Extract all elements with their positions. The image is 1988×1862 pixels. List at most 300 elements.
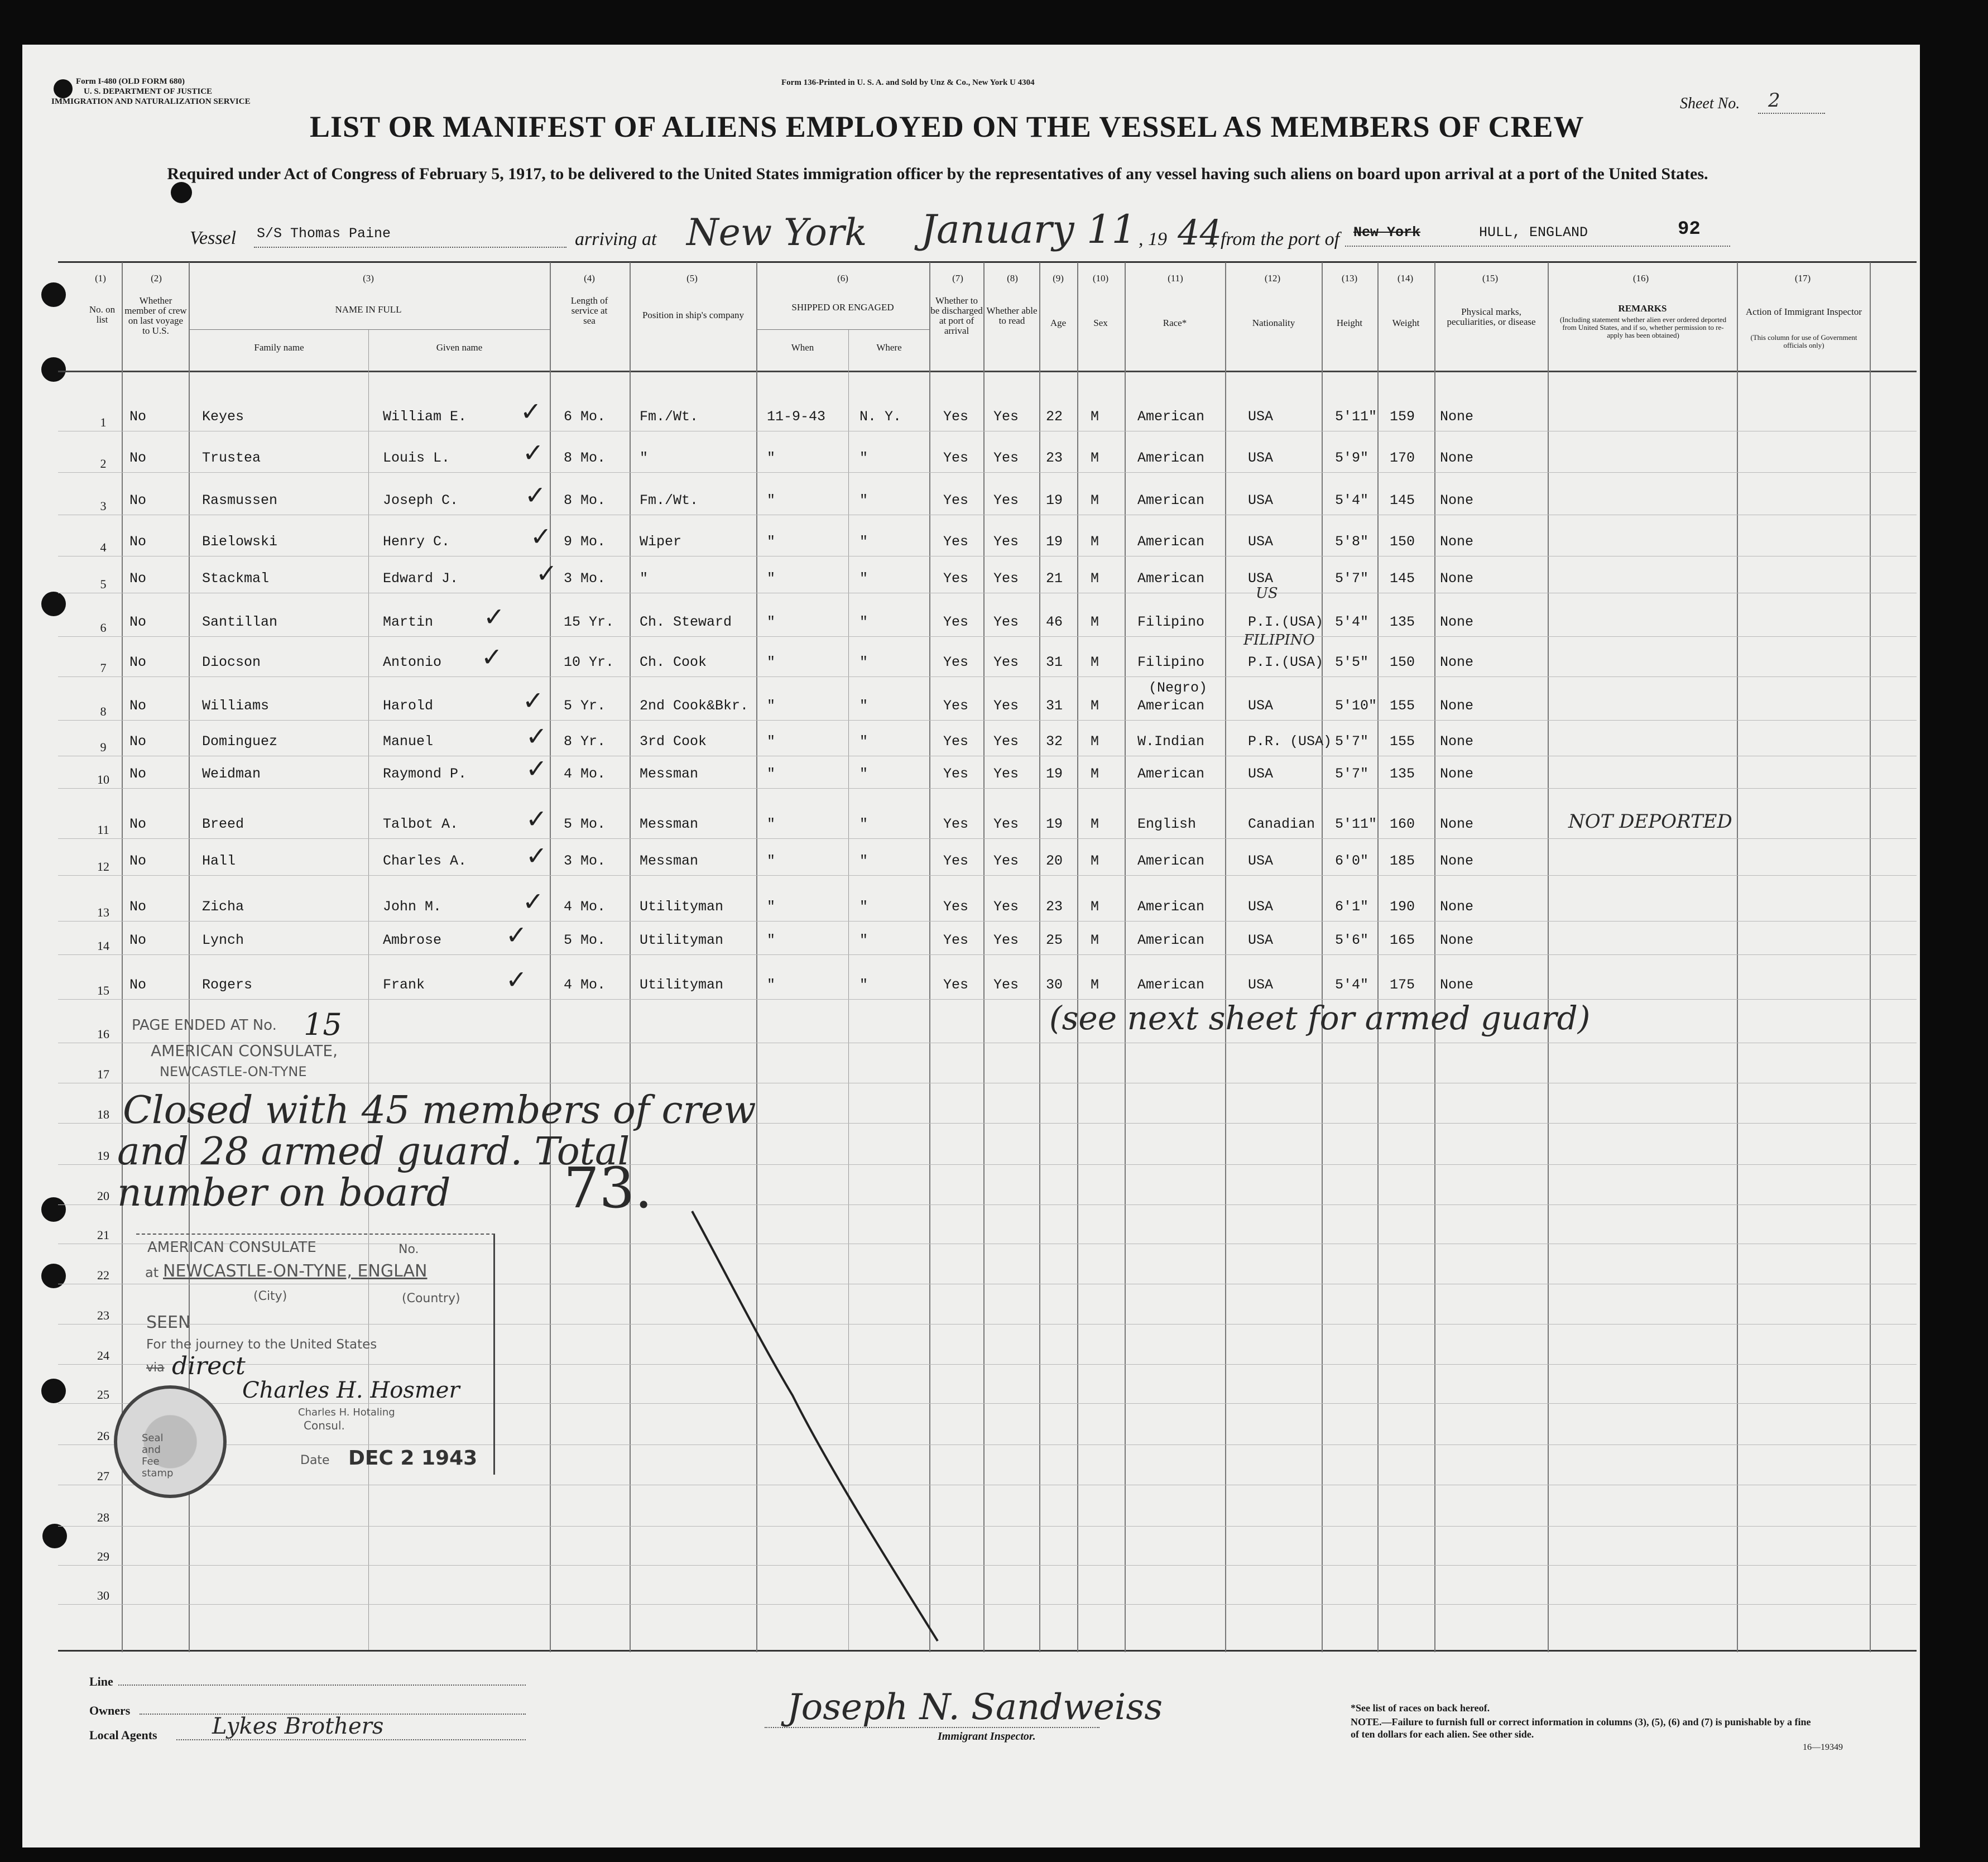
punch-hole-3 (41, 592, 66, 616)
cell-read: Yes (993, 534, 1019, 550)
col-line-17 (1870, 262, 1871, 1652)
cell-when: 11-9-43 (767, 409, 826, 425)
col-14-label: Weight (1392, 318, 1420, 328)
cell-weight: 165 (1390, 932, 1415, 948)
cell-height: 5'5" (1335, 654, 1369, 670)
cell-weight: 160 (1390, 816, 1415, 832)
cell-age: 23 (1046, 899, 1063, 915)
col-10-label: Sex (1093, 318, 1108, 328)
cell-when: " (767, 816, 776, 832)
row6-nationality-note: US (1256, 585, 1278, 602)
cell-weight: 135 (1390, 614, 1415, 630)
cell-where: " (859, 698, 868, 714)
cell-weight: 145 (1390, 492, 1415, 508)
cell-weight: 155 (1390, 733, 1415, 750)
cell-where: " (859, 654, 868, 670)
page-ended-consulate: AMERICAN CONSULATE, (151, 1042, 338, 1060)
form-code: 16—19349 (1803, 1743, 1843, 1752)
cell-disch: Yes (943, 977, 969, 993)
cell-height: 5'4" (1335, 977, 1369, 993)
col-2-label: Whether member of crew on last voyage to U.S. (124, 295, 187, 336)
col-8-num: (8) (1007, 273, 1018, 284)
crew-count: 92 (1678, 219, 1701, 240)
sheet-label: Sheet No. (1680, 95, 1740, 112)
cell-sex: M (1091, 409, 1099, 425)
cell-disch: Yes (943, 409, 969, 425)
row-rule (58, 1526, 1917, 1527)
cell-sex: M (1091, 492, 1099, 508)
cell-nat: Canadian (1248, 816, 1315, 832)
cell-sex: M (1091, 932, 1099, 948)
cell-position: Utilityman (640, 932, 724, 948)
name-sub-rule (189, 329, 550, 330)
cell-age: 32 (1046, 733, 1063, 750)
row-rule (58, 954, 1917, 955)
service-name: IMMIGRATION AND NATURALIZATION SERVICE (51, 97, 251, 106)
year-suffix: 44 (1178, 212, 1222, 253)
cell-family: Rogers (202, 977, 253, 993)
cell-position: Utilityman (640, 977, 724, 993)
cell-race: American (1137, 977, 1205, 993)
cell-prev: No (129, 698, 147, 714)
col-line-15 (1548, 262, 1549, 1652)
col-line-13 (1377, 262, 1379, 1652)
cell-sex: M (1091, 570, 1099, 587)
cell-read: Yes (993, 450, 1019, 466)
col-13-num: (13) (1341, 273, 1358, 284)
cell-when: " (767, 614, 776, 630)
agents-label: Local Agents (89, 1728, 157, 1742)
where-head: Where (876, 342, 902, 353)
consulate-stamp-place: NEWCASTLE-ON-TYNE, ENGLAN (163, 1261, 428, 1281)
cell-height: 5'8" (1335, 534, 1369, 550)
cell-marks: None (1440, 492, 1474, 508)
vessel-rule (254, 247, 566, 248)
cell-read: Yes (993, 899, 1019, 915)
row-rule (58, 921, 1917, 922)
cell-family: Weidman (202, 766, 261, 782)
cell-prev: No (129, 492, 147, 508)
cell-disch: Yes (943, 932, 969, 948)
cell-weight: 150 (1390, 654, 1415, 670)
cell-weight: 175 (1390, 977, 1415, 993)
cell-race: American (1137, 450, 1205, 466)
row-number: 16 (97, 1027, 109, 1041)
check-mark-icon: ✓ (506, 964, 527, 995)
cell-prev: No (129, 409, 147, 425)
consulate-stamp-title: AMERICAN CONSULATE (147, 1239, 316, 1256)
cell-nat: USA (1248, 492, 1274, 508)
cell-race: Filipino (1137, 614, 1205, 630)
cell-prev: No (129, 853, 147, 869)
inspector-signature: Joseph N. Sandweiss (787, 1687, 1163, 1728)
cell-where: " (859, 733, 868, 750)
consul-name: Charles H. Hotaling (298, 1407, 395, 1418)
cell-position: 3rd Cook (640, 733, 707, 750)
row-number: 8 (100, 704, 107, 718)
arriving-label: arriving at (575, 229, 657, 249)
cell-prev: No (129, 614, 147, 630)
sheet-number-rule (1758, 113, 1825, 114)
cell-position: " (640, 570, 649, 587)
cell-nat: USA (1248, 899, 1274, 915)
cell-height: 5'6" (1335, 932, 1369, 948)
row-rule (58, 838, 1917, 839)
cell-read: Yes (993, 614, 1019, 630)
col-15-label: Physical marks, peculiarities, or disease (1447, 306, 1536, 327)
cell-read: Yes (993, 654, 1019, 670)
cell-when: " (767, 977, 776, 993)
from-port-label: , from the port of (1211, 229, 1340, 249)
cell-height: 5'4" (1335, 614, 1369, 630)
check-mark-icon: ✓ (481, 642, 503, 672)
cell-where: " (859, 899, 868, 915)
col-16-num: (16) (1632, 273, 1649, 284)
cell-service: 5 Mo. (564, 932, 606, 948)
cell-sex: M (1091, 654, 1099, 670)
check-mark-icon: ✓ (506, 920, 527, 950)
cell-height: 6'0" (1335, 853, 1369, 869)
row-number: 6 (100, 621, 107, 635)
cell-service: 6 Mo. (564, 409, 606, 425)
cell-disch: Yes (943, 899, 969, 915)
cell-service: 5 Yr. (564, 698, 606, 714)
row-number: 10 (97, 772, 109, 786)
cell-where: " (859, 766, 868, 782)
row-number: 21 (97, 1228, 109, 1242)
col-10-num: (10) (1092, 273, 1109, 284)
cell-family: Hall (202, 853, 236, 869)
cell-height: 5'10" (1335, 698, 1377, 714)
cell-marks: None (1440, 932, 1474, 948)
col-17-note: (This column for use of Government officials only) (1750, 333, 1857, 349)
cell-disch: Yes (943, 698, 969, 714)
row-number: 25 (97, 1388, 109, 1402)
cell-family: Stackmal (202, 570, 270, 587)
col-line-16 (1737, 262, 1738, 1652)
form-number: Form I-480 (OLD FORM 680) (76, 77, 185, 86)
cell-when: " (767, 899, 776, 915)
cell-height: 5'7" (1335, 766, 1369, 782)
consulate-stamp (136, 1234, 495, 1479)
page-ended-stamp (132, 1009, 355, 1082)
cell-service: 10 Yr. (564, 654, 614, 670)
check-mark-icon: ✓ (522, 685, 544, 716)
cell-where: " (859, 932, 868, 948)
cell-nat: USA (1248, 932, 1274, 948)
cell-service: 5 Mo. (564, 816, 606, 832)
cell-service: 3 Mo. (564, 570, 606, 587)
cell-position: Messman (640, 766, 699, 782)
cell-height: 6'1" (1335, 899, 1369, 915)
row-number: 28 (97, 1510, 109, 1524)
col-12-num: (12) (1264, 273, 1281, 284)
cell-where: " (859, 816, 868, 832)
col-2-num: (2) (151, 273, 162, 284)
cell-service: 8 Mo. (564, 492, 606, 508)
consulate-stamp-seen: SEEN (146, 1313, 191, 1332)
cell-sex: M (1091, 899, 1099, 915)
table-bottom-rule (58, 1650, 1917, 1652)
cell-nat: USA (1248, 977, 1274, 993)
cell-where: " (859, 570, 868, 587)
shipped-sub-rule (756, 329, 929, 330)
consulate-stamp-via: via (146, 1361, 165, 1375)
cell-position: Utilityman (640, 899, 724, 915)
consulate-stamp-city-label: (City) (253, 1289, 287, 1303)
row-number: 27 (97, 1469, 109, 1483)
cell-age: 19 (1046, 534, 1063, 550)
col-line-9 (1077, 262, 1078, 1652)
col-6-num: (6) (837, 273, 848, 284)
cell-age: 19 (1046, 816, 1063, 832)
year-prefix: , 19 (1139, 229, 1167, 249)
cell-sex: M (1091, 977, 1099, 993)
consul-signature: Charles H. Hosmer (242, 1378, 460, 1403)
cell-race: English (1137, 816, 1197, 832)
cell-marks: None (1440, 654, 1474, 670)
row-number: 4 (100, 540, 107, 554)
inspector-label: Immigrant Inspector. (938, 1730, 1036, 1743)
row-rule (58, 636, 1917, 637)
col-15-num: (15) (1482, 273, 1499, 284)
row-number: 3 (100, 499, 107, 513)
cell-race: American (1137, 534, 1205, 550)
departure-port: HULL, ENGLAND (1479, 224, 1588, 241)
cell-nat: USA (1248, 766, 1274, 782)
row-number: 2 (100, 457, 107, 471)
col-4-label: Length of service at sea (570, 295, 608, 326)
page-subtitle: Required under Act of Congress of February 5, 1917, to be delivered to the United States immigration officer by the representatives of any vessel having such aliens on board upon arrival at a port of the United States. (167, 165, 1708, 183)
cell-marks: None (1440, 853, 1474, 869)
col-5-label: Position in ship's company (642, 310, 745, 320)
row-number: 12 (97, 860, 109, 874)
cell-position: Fm./Wt. (640, 492, 699, 508)
row-rule (58, 875, 1917, 876)
see-next-sheet-note: (see next sheet for armed guard) (1049, 999, 1591, 1037)
col-9-label: Age (1050, 318, 1067, 328)
cell-height: 5'9" (1335, 450, 1369, 466)
col-3-num: (3) (363, 273, 374, 284)
cell-prev: No (129, 534, 147, 550)
col-6-label: SHIPPED OR ENGAGED (791, 302, 894, 313)
cell-when: " (767, 570, 776, 587)
row-number: 26 (97, 1429, 109, 1443)
col-12-label: Nationality (1252, 318, 1295, 328)
cell-read: Yes (993, 932, 1019, 948)
cell-age: 23 (1046, 450, 1063, 466)
row-number: 7 (100, 661, 107, 675)
cell-height: 5'11" (1335, 409, 1377, 425)
cell-marks: None (1440, 450, 1474, 466)
cell-marks: None (1440, 816, 1474, 832)
cell-age: 19 (1046, 766, 1063, 782)
cell-race: American (1137, 698, 1205, 714)
agents-value: Lykes Brothers (212, 1714, 384, 1739)
cell-disch: Yes (943, 853, 969, 869)
cell-sex: M (1091, 614, 1099, 630)
cell-service: 3 Mo. (564, 853, 606, 869)
cell-given: Frank (383, 977, 425, 993)
cell-given: Manuel (383, 733, 434, 750)
cell-race: American (1137, 570, 1205, 587)
cell-nat: P.I.(USA) (1248, 614, 1324, 630)
cell-position: Messman (640, 816, 699, 832)
cell-position: Wiper (640, 534, 682, 550)
cell-service: 4 Mo. (564, 977, 606, 993)
struck-port: New York (1353, 224, 1421, 241)
cell-given: Harold (383, 698, 434, 714)
cell-nat: P.I.(USA) (1248, 654, 1324, 670)
cell-weight: 170 (1390, 450, 1415, 466)
col-line-12 (1322, 262, 1323, 1652)
cell-race: American (1137, 899, 1205, 915)
row-number: 11 (97, 823, 109, 837)
cell-given: Charles A. (383, 853, 467, 869)
cell-position: Fm./Wt. (640, 409, 699, 425)
check-mark-icon: ✓ (526, 754, 548, 784)
cell-where: " (859, 853, 868, 869)
col-7-num: (7) (952, 273, 963, 284)
pen-stroke (681, 1206, 949, 1652)
cell-sex: M (1091, 450, 1099, 466)
consulate-stamp-no: No. (398, 1242, 419, 1256)
row-rule (58, 1565, 1917, 1566)
cell-nat: USA (1248, 853, 1274, 869)
vessel-name: S/S Thomas Paine (257, 225, 391, 242)
cell-race: American (1137, 853, 1205, 869)
consulate-stamp-at: at (145, 1265, 159, 1280)
row-number: 18 (97, 1107, 109, 1121)
check-mark-icon: ✓ (520, 396, 542, 426)
cell-age: 22 (1046, 409, 1063, 425)
cell-prev: No (129, 654, 147, 670)
col-line-7 (983, 262, 985, 1652)
col-1-num: (1) (95, 273, 106, 284)
table-header-rule (58, 371, 1917, 372)
check-mark-icon: ✓ (526, 804, 548, 834)
col-17-num: (17) (1794, 273, 1811, 284)
cell-given: John M. (383, 899, 442, 915)
cell-disch: Yes (943, 816, 969, 832)
cell-marks: None (1440, 733, 1474, 750)
punch-hole-2 (41, 357, 66, 382)
cell-marks: None (1440, 570, 1474, 587)
cell-race: W.Indian (1137, 733, 1205, 750)
cell-race: American (1137, 766, 1205, 782)
cell-weight: 159 (1390, 409, 1415, 425)
cell-given: William E. (383, 409, 467, 425)
row8-race-note: (Negro) (1149, 680, 1208, 696)
cell-given: Louis L. (383, 450, 450, 466)
cell-read: Yes (993, 698, 1019, 714)
cell-nat: USA (1248, 409, 1274, 425)
inspector-rule (765, 1727, 1099, 1728)
check-mark-icon: ✓ (522, 886, 544, 916)
row-number: 9 (100, 740, 107, 754)
cell-age: 25 (1046, 932, 1063, 948)
cell-when: " (767, 932, 776, 948)
col-3-label: NAME IN FULL (335, 304, 402, 315)
cell-race: Filipino (1137, 654, 1205, 670)
row-rule (58, 999, 1917, 1000)
cell-when: " (767, 733, 776, 750)
fine-note-text: —Failure to furnish full or correct information in columns (3), (5), (6) and (7) is punishable by a fine of ten dollars for each alien. See other side. (1351, 1716, 1811, 1740)
cell-prev: No (129, 733, 147, 750)
cell-family: Zicha (202, 899, 244, 915)
cell-marks: None (1440, 899, 1474, 915)
cell-prev: No (129, 899, 147, 915)
cell-service: 9 Mo. (564, 534, 606, 550)
row-rule (58, 720, 1917, 721)
col-5-num: (5) (686, 273, 698, 284)
row-number: 24 (97, 1348, 109, 1362)
cell-read: Yes (993, 492, 1019, 508)
cell-when: " (767, 698, 776, 714)
cell-when: " (767, 654, 776, 670)
cell-height: 5'7" (1335, 733, 1369, 750)
port-rule (1345, 246, 1730, 247)
check-mark-icon: ✓ (483, 602, 505, 632)
cell-family: Diocson (202, 654, 261, 670)
cell-marks: None (1440, 766, 1474, 782)
cell-family: Williams (202, 698, 270, 714)
punch-hole-1 (41, 282, 66, 307)
check-mark-icon: ✓ (536, 558, 558, 588)
fine-note-label: NOTE. (1351, 1716, 1382, 1727)
check-mark-icon: ✓ (522, 438, 544, 468)
cell-sex: M (1091, 733, 1099, 750)
cell-marks: None (1440, 614, 1474, 630)
check-mark-icon: ✓ (530, 521, 552, 551)
seal-fee-text: Seal and Fee stamp (142, 1432, 174, 1479)
cell-weight: 155 (1390, 698, 1415, 714)
page-ended-number: 15 (304, 1007, 342, 1042)
sheet-number: 2 (1768, 89, 1780, 112)
row-rule (58, 788, 1917, 789)
col-11-num: (11) (1168, 273, 1183, 284)
page-ended-city: NEWCASTLE-ON-TYNE (160, 1064, 307, 1079)
vessel-label: Vessel (190, 228, 237, 248)
cell-race: American (1137, 492, 1205, 508)
col-17-label: Action of Immigrant Inspector (1745, 306, 1862, 317)
cell-where: " (859, 977, 868, 993)
consulate-stamp-journey: For the journey to the United States (146, 1337, 377, 1352)
cell-height: 5'11" (1335, 816, 1377, 832)
col-line-10 (1125, 262, 1126, 1652)
row-rule (58, 676, 1917, 677)
cell-race: American (1137, 409, 1205, 425)
cell-weight: 135 (1390, 766, 1415, 782)
cell-marks: None (1440, 534, 1474, 550)
cell-when: " (767, 853, 776, 869)
row-number: 22 (97, 1268, 109, 1282)
cell-given: Talbot A. (383, 816, 459, 832)
cell-position: Messman (640, 853, 699, 869)
cell-family: Trustea (202, 450, 261, 466)
cell-read: Yes (993, 816, 1019, 832)
cell-given: Edward J. (383, 570, 459, 587)
col-16-label: REMARKS (1618, 303, 1667, 314)
closing-note-line2: and 28 armed guard. Total (117, 1130, 630, 1174)
check-mark-icon: ✓ (526, 721, 548, 751)
printer-note: Form 136-Printed in U. S. A. and Sold by Unz & Co., New York U 4304 (781, 78, 1035, 87)
cell-weight: 185 (1390, 853, 1415, 869)
line-rule (118, 1685, 526, 1686)
row-rule (58, 472, 1917, 473)
line-label: Line (89, 1674, 113, 1688)
cell-when: " (767, 492, 776, 508)
